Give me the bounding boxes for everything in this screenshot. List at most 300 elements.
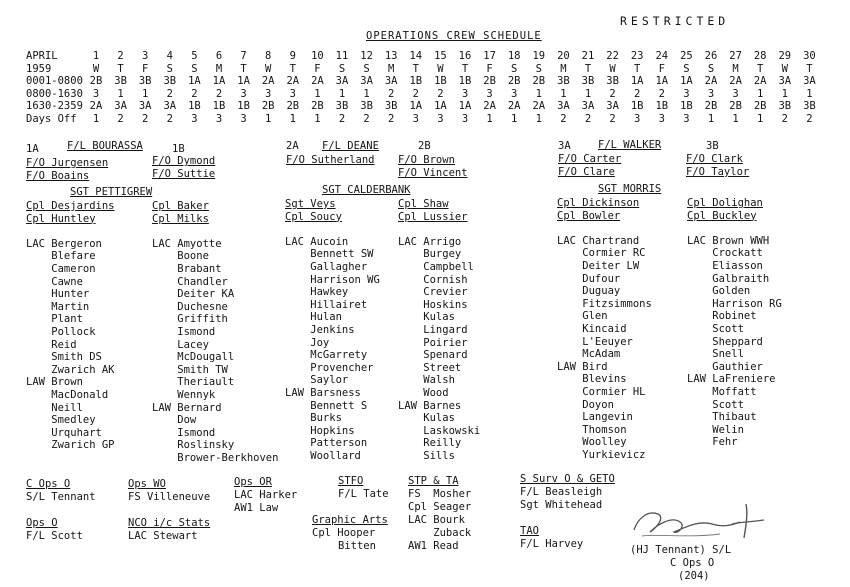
crew-member: Gallagher xyxy=(285,260,368,273)
shift-cell-9: 2A xyxy=(286,75,300,88)
shift-cell-20: 3A xyxy=(557,100,570,113)
crew-member: Joy xyxy=(285,336,330,349)
shift-cell-3: 3B xyxy=(138,75,152,88)
crew-member: Patterson xyxy=(285,437,368,450)
shift-cell-19: 2A xyxy=(532,100,546,113)
ssurv-title: S Surv O & GETO xyxy=(520,473,615,485)
shift-cell-12: 3B xyxy=(360,100,373,113)
crew-member: Scott xyxy=(687,322,744,335)
shift-cell-17: 3 xyxy=(486,87,493,100)
crew-list-5 xyxy=(557,197,652,461)
crew-member: Wennyk xyxy=(152,388,216,401)
shift-cell-25: 3 xyxy=(683,87,690,100)
crew-member: Jenkins xyxy=(285,323,355,336)
shift-cell-20: 1 xyxy=(560,87,567,100)
crew-member: L'Eeuyer xyxy=(557,335,633,348)
crew-member: Poirier xyxy=(398,336,468,349)
shift-cell-22: 3A xyxy=(606,100,619,113)
crew-member: Boone xyxy=(152,250,209,263)
shift-cell-11: 3B xyxy=(335,100,349,113)
weekday-12: S xyxy=(363,62,370,75)
shift-cell-3: 3A xyxy=(138,100,152,113)
crew-member: Cpl Desjardins xyxy=(26,200,115,212)
crew-member: Harrison WG xyxy=(285,273,380,286)
stpta-name-1: FS Mosher xyxy=(408,488,472,500)
weekday-16: T xyxy=(461,62,469,75)
crew-3b-label: 3B xyxy=(706,140,719,152)
crew-member: Cpl Huntley xyxy=(26,212,96,225)
shift-cell-4: 2 xyxy=(166,87,173,100)
crew-member: Hopkins xyxy=(285,424,355,437)
crew-member: Fitzsimmons xyxy=(557,297,652,310)
fo-3a-2: F/O Clare xyxy=(558,166,615,178)
crew-list-3 xyxy=(285,198,380,462)
crew-member: Bennett S xyxy=(285,399,368,412)
shift-cell-25: 1A xyxy=(680,75,693,88)
shift-label: 0001-0800 xyxy=(26,75,83,88)
shift-cell-27: 3 xyxy=(732,87,739,100)
day-number-20: 20 xyxy=(557,50,570,62)
day-number-2: 2 xyxy=(117,50,124,62)
crew-member: Cpl Dolighan xyxy=(687,197,763,209)
crew-member: Smith TW xyxy=(152,363,228,376)
shift-cell-8: 2A xyxy=(261,75,275,88)
weekday-10: F xyxy=(314,62,321,75)
shift-cell-20: 3B xyxy=(557,75,570,88)
shift-cell-18: 2A xyxy=(507,100,521,113)
crew-member: LAC Amyotte xyxy=(152,237,222,250)
shift-cell-8: 1 xyxy=(265,112,272,125)
shift-cell-24: 2 xyxy=(658,87,665,100)
crew-member xyxy=(398,223,480,236)
shift-cell-12: 1 xyxy=(363,87,370,100)
weekday-20: M xyxy=(560,62,567,75)
opsor-title: Ops OR xyxy=(234,476,272,488)
day-number-27: 27 xyxy=(729,50,742,62)
shift-cell-14: 1A xyxy=(409,100,423,113)
fo-3a-1: F/O Carter xyxy=(558,153,622,165)
shift-cell-28: 1 xyxy=(757,112,764,125)
crew-1b-label: 1B xyxy=(172,143,185,155)
day-number-16: 16 xyxy=(458,50,472,62)
crew-member: LAC Arrigo xyxy=(398,235,462,248)
classification-mark: RESTRICTED xyxy=(620,14,730,28)
crew-member: Neill xyxy=(26,401,83,414)
day-number-22: 22 xyxy=(606,50,619,62)
crew-member: Kulas xyxy=(398,311,455,324)
graphic-arts-name-1: Cpl Hooper xyxy=(312,527,376,539)
stpta-title: STP & TA xyxy=(408,475,459,487)
day-number-4: 4 xyxy=(166,50,173,62)
shift-cell-4: 3B xyxy=(163,75,177,88)
crew-member: Brabant xyxy=(152,262,222,275)
shift-cell-7: 1B xyxy=(237,100,250,113)
crew-member: Lacey xyxy=(152,338,209,351)
shift-cell-27: 2B xyxy=(729,100,742,113)
weekday-23: T xyxy=(634,62,641,75)
crew-3a-label: 3A xyxy=(558,140,571,152)
crew-member: Pollock xyxy=(26,325,96,338)
crew-list-2 xyxy=(152,200,278,464)
shift-cell-28: 2B xyxy=(753,100,767,113)
shift-cell-26: 1 xyxy=(707,112,715,125)
shift-cell-25: 1B xyxy=(680,100,693,113)
crew-member: Reid xyxy=(26,338,77,351)
shift-cell-22: 2 xyxy=(609,112,616,125)
shift-cell-1: 3 xyxy=(92,87,100,100)
shift-cell-18: 2B xyxy=(507,75,521,88)
crew-member: Cpl Dickinson xyxy=(557,197,640,209)
crew-member: Cpl Baker xyxy=(152,200,209,212)
fo-1a-2: F/O Boains xyxy=(26,170,90,182)
shift-label: 0800-1630 xyxy=(26,87,83,100)
shift-cell-17: 2A xyxy=(483,100,496,113)
weekday-4: S xyxy=(166,62,173,75)
opsor-name-2: AW1 Law xyxy=(234,502,279,514)
shift-cell-12: 2 xyxy=(363,112,370,125)
crew-1a-label: 1A xyxy=(26,143,39,155)
crew-member: Fehr xyxy=(687,436,738,449)
crew-member xyxy=(152,225,278,238)
weekday-15: W xyxy=(437,62,444,75)
day-number-5: 5 xyxy=(191,50,198,62)
weekday-11: S xyxy=(338,62,346,75)
shift-cell-28: 1 xyxy=(757,87,764,100)
shift-cell-29: 3A xyxy=(778,75,792,88)
ssurv-name-2: Sgt Whitehead xyxy=(520,499,603,511)
shift-cell-19: 2B xyxy=(532,75,546,88)
shift-cell-10: 2A xyxy=(311,75,324,88)
weekday-1: W xyxy=(92,62,100,75)
shift-cell-27: 2A xyxy=(729,75,742,88)
weekday-27: M xyxy=(732,62,739,75)
day-number-13: 13 xyxy=(384,50,398,62)
weekday-24: F xyxy=(658,62,665,75)
stfo-name: F/L Tate xyxy=(338,488,389,500)
opswo-title: Ops WO xyxy=(128,478,166,490)
shift-cell-6: 3 xyxy=(215,112,223,125)
flight-lead-walker: F/L WALKER xyxy=(598,139,662,151)
weekday-5: S xyxy=(191,62,198,75)
crew-member: Deiter LW xyxy=(557,259,640,272)
shift-cell-13: 2 xyxy=(388,112,395,125)
crew-member: Sills xyxy=(398,449,455,462)
day-number-30: 30 xyxy=(803,50,816,62)
crew-member: Deiter KA xyxy=(152,288,235,301)
shift-cell-17: 1 xyxy=(486,112,493,125)
shift-cell-9: 2B xyxy=(286,100,300,113)
crew-member: Woolley xyxy=(557,436,627,449)
crew-member xyxy=(687,222,782,235)
weekday-28: T xyxy=(757,62,764,75)
day-number-26: 26 xyxy=(704,50,718,62)
shift-cell-5: 3 xyxy=(191,112,198,125)
shift-cell-5: 1A xyxy=(188,75,201,88)
flight-lead-deane: F/L DEANE xyxy=(322,140,379,152)
shift-cell-3: 2 xyxy=(142,112,149,125)
crew-member: Kincaid xyxy=(557,322,627,335)
shift-cell-13: 3A xyxy=(384,75,398,88)
shift-cell-6: 2 xyxy=(215,87,223,100)
weekday-18: S xyxy=(511,62,518,75)
shift-cell-6: 1B xyxy=(212,100,226,113)
crew-member: Provencher xyxy=(285,361,374,374)
signature-title: C Ops O xyxy=(670,557,715,569)
day-number-21: 21 xyxy=(581,50,595,62)
opsor-name-1: LAC Harker xyxy=(234,489,298,501)
crew-member: Hawkey xyxy=(285,286,349,299)
graphic-arts-name-2: Bitten xyxy=(338,540,376,552)
signature-name: (HJ Tennant) S/L xyxy=(630,544,732,556)
weekday-13: M xyxy=(388,62,395,75)
nco-stats-name: LAC Stewart xyxy=(128,530,198,542)
shift-cell-22: 2 xyxy=(609,87,616,100)
day-number-6: 6 xyxy=(215,50,223,62)
day-number-18: 18 xyxy=(507,50,521,62)
shift-cell-15: 1B xyxy=(434,75,447,88)
crew-member: Scott xyxy=(687,398,744,411)
day-number-25: 25 xyxy=(680,50,693,62)
crew-member: Cpl Soucy xyxy=(285,210,342,223)
shift-cell-29: 2 xyxy=(781,112,788,125)
crew-member: Duchesne xyxy=(152,300,228,313)
crew-member: Yurkievicz xyxy=(557,448,646,461)
crew-member: Theriault xyxy=(152,376,235,389)
opswo-name: FS Villeneuve xyxy=(128,491,211,503)
shift-cell-30: 1 xyxy=(806,87,813,100)
shift-cell-19: 1 xyxy=(535,87,542,100)
crew-member: Reilly xyxy=(398,437,462,450)
weekday-26: S xyxy=(707,62,715,75)
day-number-10: 10 xyxy=(311,50,324,62)
shift-cell-2: 3A xyxy=(114,100,127,113)
crew-member: LAW Bernard xyxy=(152,401,222,414)
crew-list-6 xyxy=(687,197,782,449)
crew-member xyxy=(285,223,380,236)
crew-member: Blefare xyxy=(26,250,96,263)
page-title: OPERATIONS CREW SCHEDULE xyxy=(366,30,542,42)
crew-member: Smith DS xyxy=(26,351,102,364)
fo-2b-1: F/O Brown xyxy=(398,154,455,166)
fo-3b-1: F/O Clark xyxy=(686,153,743,165)
crew-member: Hoskins xyxy=(398,298,468,311)
shift-cell-4: 2 xyxy=(166,112,173,125)
shift-cell-15: 2 xyxy=(437,87,444,100)
shift-cell-13: 2 xyxy=(388,87,395,100)
tao-title: TAO xyxy=(520,525,539,537)
shift-cell-26: 2B xyxy=(704,100,718,113)
weekday-17: F xyxy=(486,62,493,75)
weekday-25: S xyxy=(683,62,690,75)
shift-cell-10: 1 xyxy=(314,87,321,100)
day-number-17: 17 xyxy=(483,50,496,62)
fo-1a-1: F/O Jurgensen xyxy=(26,157,109,169)
crew-member: Burks xyxy=(285,412,342,425)
crew-member: Sheppard xyxy=(687,335,763,348)
crew-member: LAW Barsness xyxy=(285,386,361,399)
shift-cell-24: 3 xyxy=(658,112,665,125)
fo-3b-2: F/O Taylor xyxy=(686,166,750,178)
crew-member xyxy=(26,225,115,238)
day-number-23: 23 xyxy=(630,50,644,62)
tao-name: F/L Harvey xyxy=(520,538,584,550)
stpta-name-2: Cpl Seager xyxy=(408,501,472,513)
shift-cell-1: 2A xyxy=(89,100,103,113)
shift-cell-21: 3A xyxy=(581,100,595,113)
shift-cell-7: 3 xyxy=(240,87,247,100)
day-number-3: 3 xyxy=(142,50,149,62)
stpta-name-5: AW1 Read xyxy=(408,540,459,552)
shift-cell-6: 1A xyxy=(212,75,226,88)
shift-cell-1: 1 xyxy=(92,112,100,125)
shift-cell-9: 1 xyxy=(289,112,296,125)
weekday-29: W xyxy=(781,62,788,75)
crew-member: LAC Bergeron xyxy=(26,237,102,250)
sgt-calderbank: SGT CALDERBANK xyxy=(322,184,411,196)
crew-member: Cormier RC xyxy=(557,247,646,260)
shift-cell-23: 1B xyxy=(630,100,644,113)
shift-cell-26: 2A xyxy=(704,75,718,88)
crew-member: Cpl Bowler xyxy=(557,209,621,222)
weekday-8: W xyxy=(265,62,272,75)
crew-member: Eliasson xyxy=(687,259,763,272)
shift-cell-21: 3B xyxy=(581,75,595,88)
shift-cell-24: 1B xyxy=(655,100,669,113)
day-number-14: 14 xyxy=(409,50,423,62)
shift-cell-7: 3 xyxy=(240,112,247,125)
shift-cell-23: 2 xyxy=(634,87,641,100)
crew-member: Kulas xyxy=(398,412,455,425)
crew-member: Ismond xyxy=(152,426,216,439)
crew-member: LAW Bird xyxy=(557,360,608,373)
shift-cell-29: 3B xyxy=(778,100,792,113)
fo-1b-1: F/O Dymond xyxy=(152,155,216,167)
stfo-title: STFO xyxy=(338,475,364,487)
crew-member: Campbell xyxy=(398,260,474,273)
shift-cell-2: 2 xyxy=(117,112,124,125)
opso-name: F/L Scott xyxy=(26,530,83,542)
sgt-morris: SGT MORRIS xyxy=(598,183,662,195)
weekday-30: T xyxy=(806,62,813,75)
day-number-7: 7 xyxy=(240,50,247,62)
crew-member: Cormier HL xyxy=(557,385,646,398)
fo-2a-1: F/O Sutherland xyxy=(286,154,375,166)
crew-member: Smedley xyxy=(26,414,96,427)
shift-cell-8: 3 xyxy=(265,87,272,100)
crew-member: Welin xyxy=(687,423,744,436)
crew-member: Dow xyxy=(152,414,197,427)
crew-member: Doyon xyxy=(557,398,614,411)
day-number-11: 11 xyxy=(335,50,349,62)
crew-member: Golden xyxy=(687,285,751,298)
cops-name: S/L Tennant xyxy=(26,491,96,503)
crew-member: McAdam xyxy=(557,348,621,361)
shift-cell-15: 1A xyxy=(434,100,447,113)
fo-1b-2: F/O Suttie xyxy=(152,168,216,180)
crew-member: LAC Aucoin xyxy=(285,235,349,248)
crew-member: Cpl Shaw xyxy=(398,198,449,210)
crew-member: LAW LaFreniere xyxy=(687,373,776,386)
crew-member: Crevier xyxy=(398,286,468,299)
shift-cell-10: 1 xyxy=(314,112,321,125)
shift-cell-12: 3A xyxy=(360,75,373,88)
signature-unit: (204) xyxy=(678,570,710,582)
crew-list-4 xyxy=(398,198,480,462)
crew-member: Galbraith xyxy=(687,272,770,285)
shift-cell-19: 1 xyxy=(535,112,542,125)
shift-cell-30: 2 xyxy=(806,112,813,125)
crew-member: Gauthier xyxy=(687,360,763,373)
crew-member: McGarrety xyxy=(285,349,368,362)
crew-member: LAW Barnes xyxy=(398,399,462,412)
crew-member: Langevin xyxy=(557,411,633,424)
crew-member: Spenard xyxy=(398,349,468,362)
shift-cell-8: 2B xyxy=(261,100,275,113)
shift-cell-16: 3 xyxy=(461,112,469,125)
shift-label: Days Off xyxy=(26,112,77,125)
shift-cell-14: 1B xyxy=(409,75,423,88)
shift-cell-2: 1 xyxy=(117,87,124,100)
shift-cell-15: 3 xyxy=(437,112,444,125)
crew-member: Cameron xyxy=(26,262,96,275)
crew-member xyxy=(557,222,652,235)
crew-member: Plant xyxy=(26,313,83,326)
shift-cell-25: 3 xyxy=(683,112,690,125)
handwritten-signature-icon xyxy=(628,500,778,544)
shift-cell-16: 1B xyxy=(458,75,472,88)
shift-cell-11: 2 xyxy=(338,112,346,125)
stpta-name-4: Zuback xyxy=(408,527,472,539)
month-label: APRIL xyxy=(26,50,58,62)
shift-cell-16: 1A xyxy=(458,100,472,113)
day-number-19: 19 xyxy=(532,50,546,62)
crew-member: Harrison RG xyxy=(687,297,782,310)
cops-title: C Ops O xyxy=(26,478,71,490)
day-number-29: 29 xyxy=(778,50,792,62)
shift-cell-1: 2B xyxy=(89,75,103,88)
opso-title: Ops O xyxy=(26,517,58,529)
weekday-2: T xyxy=(117,62,124,75)
crew-member: Cpl Milks xyxy=(152,212,209,225)
weekday-3: F xyxy=(142,62,149,75)
crew-member: Crockatt xyxy=(687,247,763,260)
crew-member: Martin xyxy=(26,300,90,313)
shift-cell-29: 1 xyxy=(781,87,788,100)
day-number-9: 9 xyxy=(289,50,296,62)
crew-member: Hunter xyxy=(26,288,90,301)
crew-member: Sgt Veys xyxy=(285,198,336,210)
shift-cell-11: 1 xyxy=(338,87,346,100)
crew-member: Moffatt xyxy=(687,385,757,398)
shift-cell-4: 3A xyxy=(163,100,177,113)
crew-member: Street xyxy=(398,361,462,374)
day-number-8: 8 xyxy=(265,50,272,62)
day-number-1: 1 xyxy=(92,50,100,62)
crew-2b-label: 2B xyxy=(418,140,431,152)
crew-member: Urquhart xyxy=(26,426,102,439)
weekday-19: S xyxy=(535,62,542,75)
sgt-pettigrew: SGT PETTIGREW xyxy=(70,186,153,198)
weekday-21: T xyxy=(584,62,592,75)
crew-member: Hillairet xyxy=(285,298,368,311)
crew-member: Lingard xyxy=(398,323,468,336)
shift-cell-3: 1 xyxy=(142,87,149,100)
day-number-28: 28 xyxy=(753,50,767,62)
weekday-22: W xyxy=(609,62,616,75)
crew-member: Hulan xyxy=(285,311,342,324)
shift-cell-17: 2B xyxy=(483,75,496,88)
crew-member: McDougall xyxy=(152,351,235,364)
